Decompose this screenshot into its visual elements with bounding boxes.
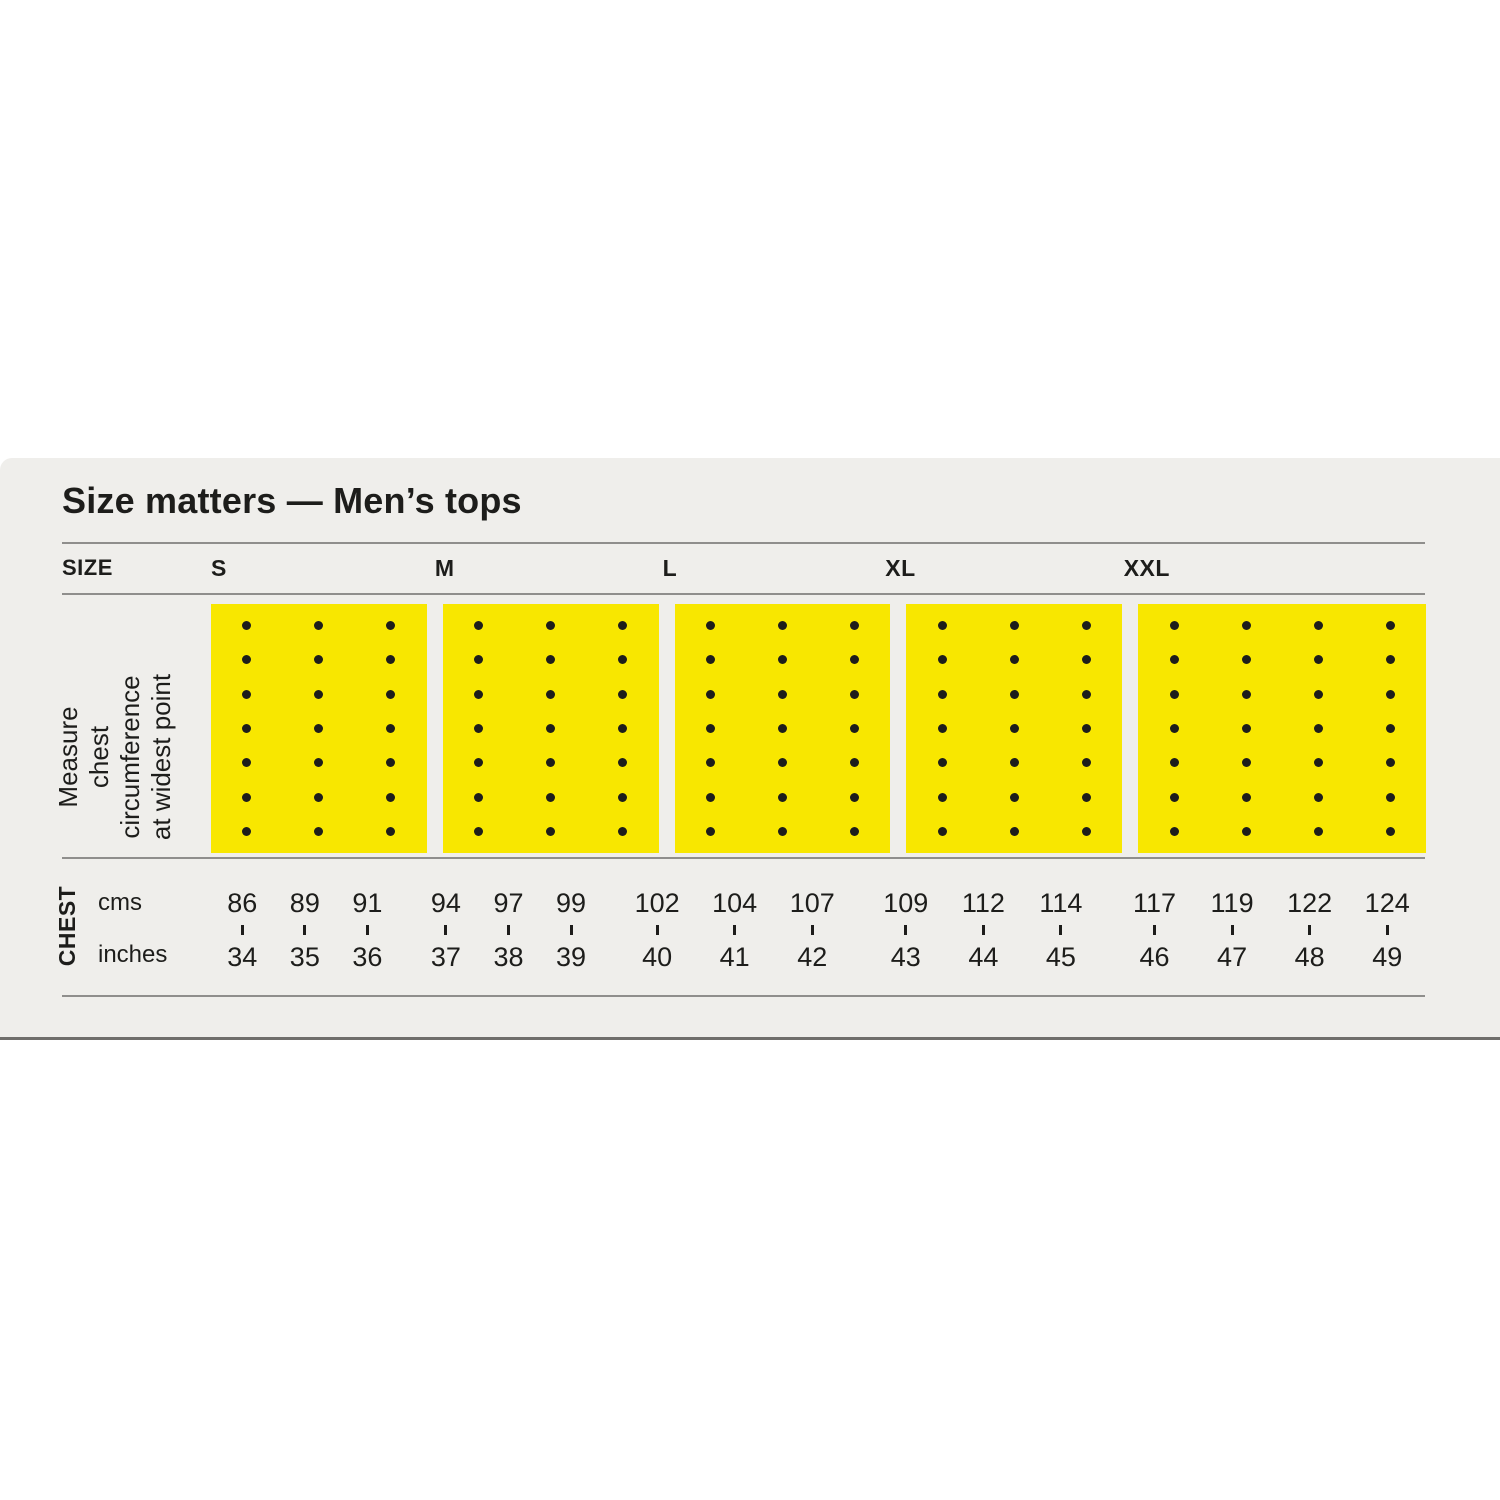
divider-line-bottom [62, 995, 1425, 997]
tick-divider [1059, 925, 1062, 935]
dot [1170, 827, 1179, 836]
dot-panels [211, 604, 1426, 853]
dot [938, 690, 947, 699]
chest-axis-label: CHEST [53, 885, 80, 967]
dot [386, 793, 395, 802]
dot [1242, 655, 1251, 664]
dot [1082, 621, 1091, 630]
dot [1242, 793, 1251, 802]
dot [938, 827, 947, 836]
tick-divider [303, 925, 306, 935]
size-letter-xxl: XXL [1123, 554, 1170, 581]
dot [1082, 758, 1091, 767]
dot [386, 758, 395, 767]
cms-value: 86 [227, 888, 258, 918]
measurement-cell [945, 858, 1023, 993]
dot-panel-s [211, 604, 427, 853]
dot [778, 621, 787, 630]
dot [474, 827, 483, 836]
dot [1170, 793, 1179, 802]
dot [1386, 827, 1395, 836]
dot [1010, 827, 1019, 836]
cms-value: 109 [883, 888, 929, 918]
dot [850, 793, 859, 802]
dot [938, 655, 947, 664]
dot [474, 793, 483, 802]
size-letter-l: L [662, 554, 678, 581]
measurement-cell [696, 858, 774, 993]
dot [850, 690, 859, 699]
size-header-l [663, 542, 870, 594]
cms-value: 104 [712, 888, 758, 918]
measure-group-xxl [1116, 858, 1426, 993]
cms-value: 117 [1132, 888, 1177, 918]
dot [850, 827, 859, 836]
dot [778, 724, 787, 733]
measure-group-xl [867, 858, 1100, 993]
dot [1242, 827, 1251, 836]
dot [242, 621, 251, 630]
dot [1386, 724, 1395, 733]
dot [314, 827, 323, 836]
inches-value: 38 [493, 942, 524, 972]
dot [314, 724, 323, 733]
dot [314, 758, 323, 767]
measurement-cell [1116, 858, 1194, 993]
dot [850, 621, 859, 630]
dot [474, 690, 483, 699]
inches-value: 45 [1045, 942, 1076, 972]
dot [1314, 690, 1323, 699]
dot [474, 758, 483, 767]
cms-value: 124 [1364, 888, 1410, 918]
size-header-s [211, 542, 419, 594]
inches-value: 36 [352, 942, 383, 972]
inches-value: 46 [1139, 942, 1170, 972]
dot [1170, 621, 1179, 630]
tick-divider [366, 925, 369, 935]
dot [1010, 724, 1019, 733]
dot [1170, 655, 1179, 664]
tick-divider [241, 925, 244, 935]
dot [778, 793, 787, 802]
dot [706, 655, 715, 664]
tick-divider [656, 925, 659, 935]
dot [1010, 655, 1019, 664]
cms-value: 89 [289, 888, 320, 918]
dot-panel-m [443, 604, 659, 853]
dot [314, 621, 323, 630]
dot-panel-xxl [1138, 604, 1426, 853]
tick-divider [570, 925, 573, 935]
dot [618, 621, 627, 630]
tick-divider [733, 925, 736, 935]
dot [778, 655, 787, 664]
size-row-label: SIZE [62, 555, 113, 580]
dot [314, 690, 323, 699]
tick-divider [1386, 925, 1389, 935]
dot [778, 690, 787, 699]
size-header-row [211, 542, 1426, 594]
dot [546, 655, 555, 664]
dot [706, 621, 715, 630]
dot [546, 827, 555, 836]
dot [242, 827, 251, 836]
size-letter-xl: XL [885, 554, 916, 581]
measurement-cell [336, 858, 399, 993]
dot [386, 655, 395, 664]
dot [938, 758, 947, 767]
dot [386, 621, 395, 630]
measure-note-line: at widest point [146, 673, 176, 841]
measurement-cell [415, 858, 478, 993]
inches-value: 37 [430, 942, 461, 972]
dot [618, 690, 627, 699]
dot [546, 758, 555, 767]
dot [938, 793, 947, 802]
cms-unit-label: cms [98, 889, 142, 916]
inches-value: 34 [227, 942, 258, 972]
dot [1314, 827, 1323, 836]
dot [1082, 827, 1091, 836]
dot [1386, 793, 1395, 802]
cms-value: 114 [1039, 888, 1083, 918]
measurement-cell [540, 858, 603, 993]
cms-value: 122 [1287, 888, 1333, 918]
dot [1170, 758, 1179, 767]
dot [706, 793, 715, 802]
dot [1082, 655, 1091, 664]
tick-divider [1231, 925, 1234, 935]
measurements-row [211, 858, 1426, 993]
tick-divider [1153, 925, 1156, 935]
measurement-cell [867, 858, 945, 993]
measurement-cell [1022, 858, 1100, 993]
measure-note-line: circumference [115, 675, 145, 839]
tick-divider [444, 925, 447, 935]
inches-unit-label: inches [98, 941, 168, 968]
dot [474, 621, 483, 630]
dot [242, 758, 251, 767]
dot [618, 827, 627, 836]
dot [242, 655, 251, 664]
dot [1242, 724, 1251, 733]
size-letter-m: M [434, 554, 455, 581]
inches-value: 41 [719, 942, 750, 972]
measurement-cell [1271, 858, 1349, 993]
dot [618, 724, 627, 733]
cms-value: 91 [352, 888, 383, 918]
dot [1010, 793, 1019, 802]
measure-group-m [415, 858, 603, 993]
dot [618, 793, 627, 802]
inches-value: 44 [968, 942, 999, 972]
dot [1170, 690, 1179, 699]
dot [1386, 621, 1395, 630]
dot [386, 827, 395, 836]
measurement-cell [274, 858, 337, 993]
tick-divider [904, 925, 907, 935]
dot [314, 655, 323, 664]
inches-value: 40 [642, 942, 673, 972]
dot [1314, 758, 1323, 767]
dot [1082, 690, 1091, 699]
measurement-cell [773, 858, 851, 993]
size-letter-s: S [211, 554, 227, 581]
measurement-cell [618, 858, 696, 993]
size-header-xl [885, 542, 1107, 594]
cms-value: 94 [430, 888, 461, 918]
dot [1242, 690, 1251, 699]
dot [242, 690, 251, 699]
dot [242, 793, 251, 802]
dot [1082, 793, 1091, 802]
dot [546, 621, 555, 630]
dot [850, 724, 859, 733]
inches-value: 43 [890, 942, 921, 972]
dot [1314, 793, 1323, 802]
dot [938, 724, 947, 733]
dot [706, 758, 715, 767]
dot [242, 724, 251, 733]
dot [474, 724, 483, 733]
tick-divider [982, 925, 985, 935]
dot [546, 724, 555, 733]
dot [1010, 690, 1019, 699]
dot [618, 655, 627, 664]
measure-group-s [211, 858, 399, 993]
dot [778, 827, 787, 836]
tick-divider [811, 925, 814, 935]
inches-value: 42 [797, 942, 828, 972]
tick-divider [1308, 925, 1311, 935]
card-content [53, 458, 1425, 1037]
dot [706, 690, 715, 699]
dot [1242, 621, 1251, 630]
dot [386, 690, 395, 699]
measurement-cell [1348, 858, 1426, 993]
measure-note [53, 642, 177, 872]
dot [1082, 724, 1091, 733]
measurement-cell [477, 858, 540, 993]
dot [1386, 655, 1395, 664]
dot [314, 793, 323, 802]
measurement-cell [1193, 858, 1271, 993]
cms-value: 97 [493, 888, 524, 918]
size-header-xxl [1124, 542, 1426, 594]
chart-title: Size matters — Men’s tops [62, 480, 522, 521]
dot [850, 655, 859, 664]
dot [1386, 690, 1395, 699]
dot [1314, 724, 1323, 733]
dot [618, 758, 627, 767]
cms-value: 107 [789, 888, 835, 918]
dot [546, 793, 555, 802]
cms-value: 112 [961, 888, 1005, 918]
dot-panel-l [675, 604, 891, 853]
dot [778, 758, 787, 767]
inches-value: 35 [289, 942, 320, 972]
size-chart-card [0, 458, 1500, 1040]
dot [938, 621, 947, 630]
dot [850, 758, 859, 767]
inches-value: 48 [1294, 942, 1325, 972]
dot [1010, 758, 1019, 767]
dot [1170, 724, 1179, 733]
cms-value: 102 [634, 888, 680, 918]
dot [1242, 758, 1251, 767]
dot [1314, 655, 1323, 664]
measure-note-line: Measure [53, 706, 83, 808]
tick-divider [507, 925, 510, 935]
dot [1386, 758, 1395, 767]
size-header-m [435, 542, 647, 594]
inches-value: 49 [1372, 942, 1403, 972]
dot [474, 655, 483, 664]
measurement-cell [211, 858, 274, 993]
measure-group-l [618, 858, 851, 993]
inches-value: 39 [556, 942, 587, 972]
inches-value: 47 [1217, 942, 1248, 972]
dot-panel-xl [906, 604, 1122, 853]
dot [706, 827, 715, 836]
cms-value: 119 [1210, 888, 1254, 918]
dot [1314, 621, 1323, 630]
measure-note-line: chest [84, 725, 114, 789]
dot [706, 724, 715, 733]
divider-line-under-sizes [62, 593, 1425, 595]
dot [546, 690, 555, 699]
dot [1010, 621, 1019, 630]
dot [386, 724, 395, 733]
cms-value: 99 [556, 888, 587, 918]
